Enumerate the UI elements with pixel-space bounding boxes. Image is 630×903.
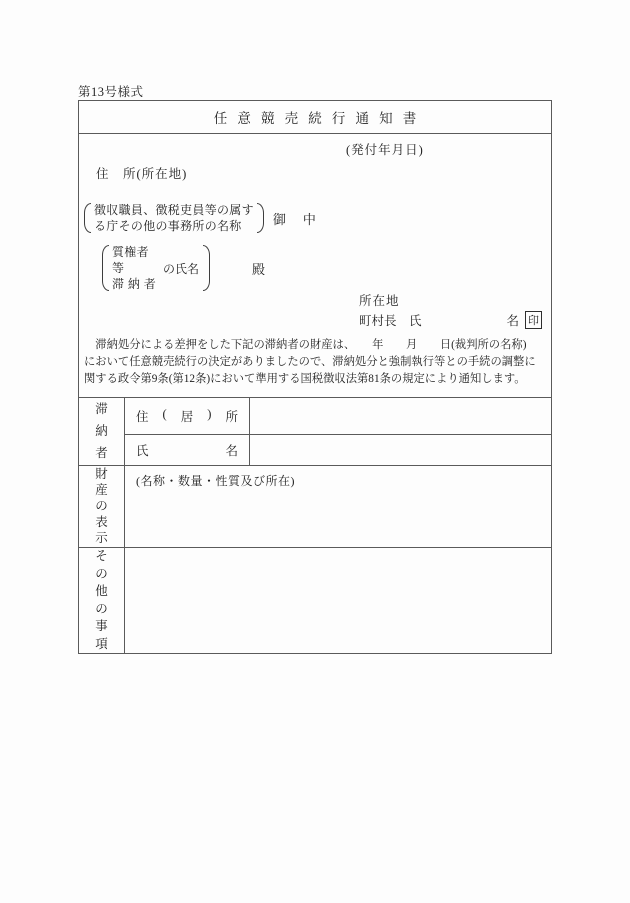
sender-name-suffix: 名 [506, 314, 519, 328]
left-bracket [102, 245, 109, 291]
right-bracket [203, 245, 210, 291]
seal-mark: 印 [525, 311, 542, 329]
recipient-person-line2: 滞 納 者 [112, 277, 156, 291]
recipient-office-group [84, 202, 318, 234]
body-line-1: 滞納処分による差押をした下記の滞納者の財産は、 年 月 日(裁判所の名称) [84, 339, 527, 351]
property-content: (名称・数量・性質及び所在) [124, 465, 551, 547]
recipient-person-line1: 質権者等 [112, 245, 149, 275]
taxpayer-address-field [124, 398, 249, 434]
left-bracket [84, 203, 91, 233]
sender-name-line [359, 311, 542, 329]
form-header-section [79, 134, 551, 398]
property-row-label: 財 産 の 表 示 [79, 465, 124, 547]
other-row-label: そ の 他 の 事 項 [79, 547, 124, 653]
notice-body [84, 337, 547, 388]
recipient-office-text [91, 202, 257, 234]
other-content [124, 547, 551, 653]
taxpayer-address-field-label: 住 ( 居 ) 所 [136, 407, 238, 424]
sender-name-prefix: 町村長 氏 [359, 314, 422, 328]
taxpayer-name-field-label: 氏 名 [136, 444, 238, 458]
recipient-person-text [109, 244, 159, 292]
form-title: 任意競売続行通知書 [79, 101, 551, 134]
form-number: 第13号様式 [78, 85, 144, 99]
sender-location-label: 所在地 [359, 294, 400, 308]
sender-block [359, 291, 542, 329]
body-line-2: において任意競売続行の決定がありましたので、滞納処分と強制執行等との手続の調整に [84, 356, 536, 368]
taxpayer-name-field [124, 434, 249, 465]
office-honorific: 御 中 [272, 211, 318, 227]
recipient-office-line1: 徴収職員、徴税吏員等の属す [94, 203, 254, 217]
person-honorific: 殿 [252, 261, 266, 277]
body-line-3: 関する政令第9条(第12条)において準用する国税徴収法第81条の規定により通知します。 [84, 373, 526, 385]
taxpayer-row-label: 滞 納 者 [95, 401, 108, 461]
taxpayer-address-value [249, 398, 551, 434]
recipient-person-group [102, 244, 265, 292]
recipient-office-line2: る庁その他の事務所の名称 [94, 219, 242, 233]
detail-table [79, 398, 551, 653]
right-bracket [257, 203, 264, 233]
taxpayer-name-value [249, 434, 551, 465]
recipient-person-suffix: の氏名 [163, 261, 200, 276]
issue-date-label: (発付年月日) [346, 143, 424, 157]
address-label: 住 所(所在地) [96, 167, 188, 181]
notice-form [78, 100, 552, 654]
